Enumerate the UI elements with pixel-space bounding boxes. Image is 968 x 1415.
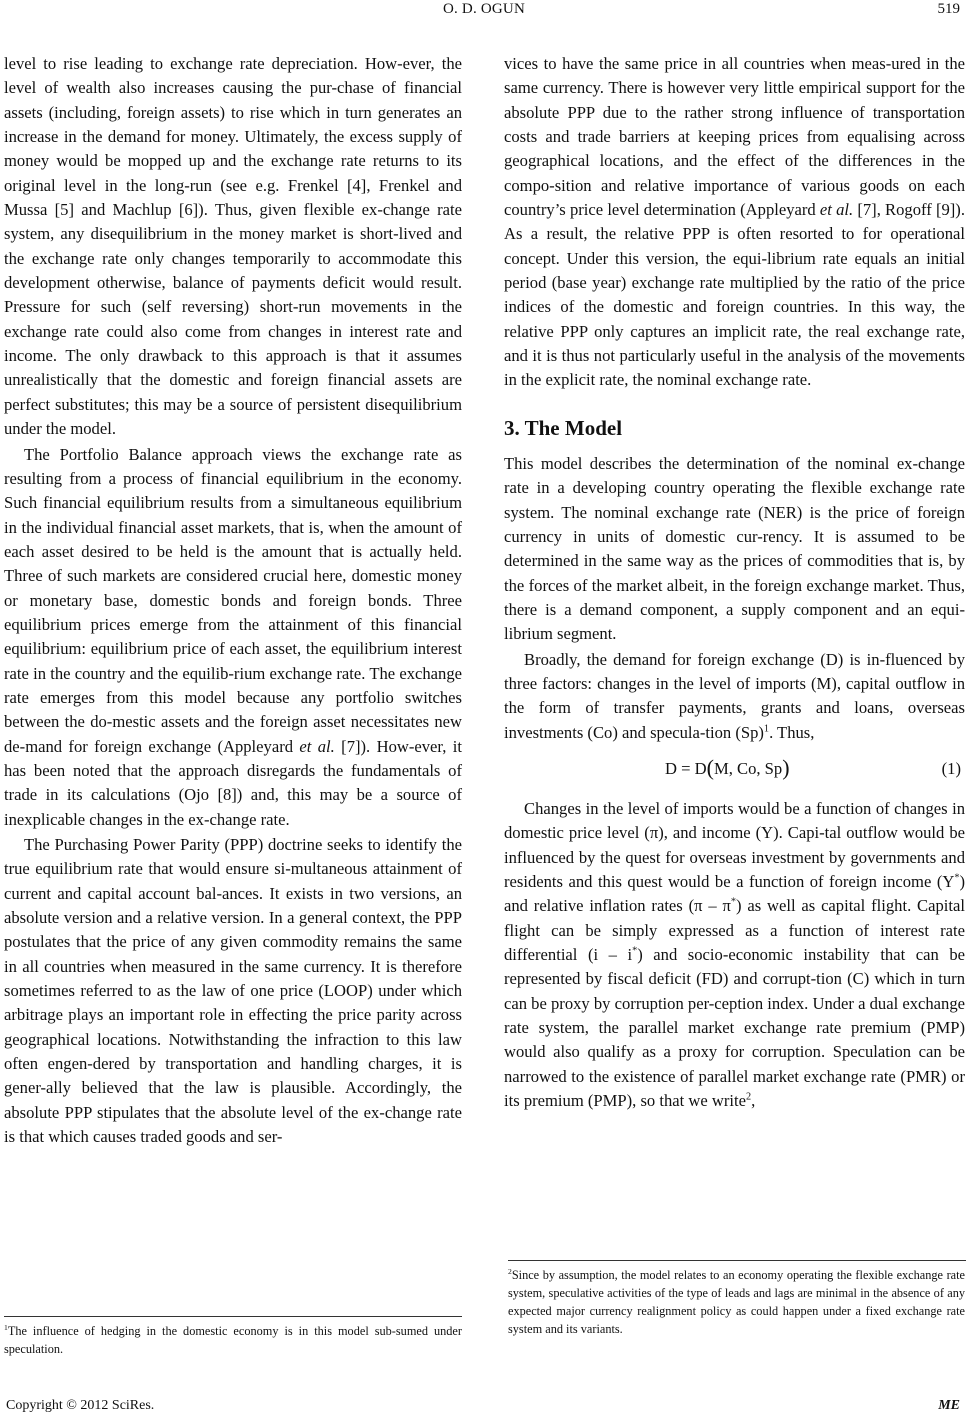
text-run-italic: et al. [299,736,335,756]
paragraph-model-intro: This model describes the determination of the nominal ex-change rate in a developing country operating the flexible exchange rate system. The nominal exchange rate (NER) is the price of foreign currency in units of domestic cur-rency. It is assumed to be determined in the same way as the prices of commodities that is, by the forces of the market albeit, in the foreign exchange market. Thus, there is a demand component, a supply component and an equi-librium segment. [504,453,965,644]
footnote-mark: 2 [508,1266,512,1276]
left-column [4,52,462,1149]
page-number: 519 [937,1,960,17]
footnote-2 [508,1266,965,1338]
text-run: . Thus, [769,722,815,742]
text-run: vices to have the same price in all countries when meas-ured in the same currency. There is however very little empirical support for the absolute PPP due to the rather strong influence of transportation costs and trade barriers at keeping prices from equalising across geographical locations, and the effect of the differences in the compo-sition and relative importance of various goods on each country’s price level determination (Appleyard [504,54,965,220]
equation-args: M, Co, Sp [713,758,783,778]
left-paren: ( [706,754,714,780]
paragraph-portfolio-balance [4,443,462,833]
right-paren: ) [782,754,790,780]
paragraph-monetary-approach: level to rise leading to exchange rate depreciation. How-ever, the level of wealth also increases causing the pur-chase of financial assets (including, foreign assets) to rise which in turn generates an increase in the demand for money. Ultimately, the excess supply of money would be mopped up and the exchange rate returns to its original level in the long-run (see e.g. Frenkel [4], Frenkel and Mussa [5] and Machlup [6]). Thus, given flexible ex-change rate system, any disequilibrium in the money market is short-lived and the exchange rate only changes temporarily to accommodate this development otherwise, balance of payments deficit would result. Pressure for such (self reversing) short-run movements in the exchange rate could also come from changes in interest rate and income. The only drawback to this approach is that it assumes unrealistically that the domestic and foreign financial assets are perfect substitutes; this may be a source of persistent disequilibrium under the model. [4,54,462,439]
footnote-text: The influence of hedging in the domestic economy is in this model sub-sumed under speculation. [4,1324,462,1356]
copyright-notice: Copyright © 2012 SciRes. [6,1398,155,1413]
paragraph-ppp-doctrine: The Purchasing Power Parity (PPP) doctrine seeks to identify the true equilibrium rate that would ensure si-multaneous attainment of current and capital account bal-ances. It exists in two versions, an absolute version and a relative version. In a general context, the PPP postulates that the price of any given commodity remains the same in all countries when measured in the same currency. It is therefore sometimes referred to as the law of one price (LOOP) under which arbitrage plays an important role in effecting the price parity across geographical locations. Notwithstanding the infraction to this law often engen-dered by transportation and handling charges, it is gener-ally believed that the law is plausible. Accordingly, the absolute PPP stipulates that the absolute level of the ex-change rate is that which causes traded goods and ser- [4,835,462,1147]
text-run: ) as well as capital flight. Capital flight can be simply expressed as a function of interest rate differential (i – i [504,896,965,964]
equation-1 [504,755,965,785]
paragraph-demand-factors [504,648,965,745]
footnote-ref: 1 [763,723,770,735]
text-run: , [751,1091,756,1111]
superscript: * [730,896,736,908]
text-run: Broadly, the demand for foreign exchange (D) is in-fluenced by three factors: changes in the level of imports (M), capital outflow in the form of transfer payments, grants and loans, overseas investments (Co) and specula-tion (Sp) [504,649,965,742]
journal-abbreviation: ME [938,1398,960,1413]
text-run: [7], Rogoff [9]). As a result, the relative PPP is often resorted to for operational concept. Under this version, the equi-librium rate equals an initial period (base year) exchange rate multiplied by the ratio of the price indices of the domestic and foreign countries. In this way, the relative PPP only captures an implicit rate, the real exchange rate, and it is thus not particularly useful in the analysis of the movements in the explicit rate, the nominal exchange rate. [504,200,965,390]
equation-body [665,754,790,780]
paragraph-capital-outflow [504,797,965,1113]
equation-number: (1) [941,758,961,778]
text-run: The Portfolio Balance approach views the exchange rate as resulting from a process of financial equilibrium in the economy. Such financial equilibrium results from a simultaneous equilibrium in the individual financial asset markets, that is, when the amount of each asset desired to be held is the amount that is actually held. Three of such markets are considered crucial here, domestic money or monetary base, domestic bonds and foreign bonds. Three equilibrium prices emerge from the attainment of this financial equilibrium: equilibrium price of each asset, the equilibrium interest rate in the country and the equilib-rium exchange rate. The exchange rate emerges from this model because any portfolio switches between the do-mestic assets and the foreign asset necessitates new de-mand for foreign exchange (Appleyard [4,444,462,756]
running-header-author: O. D. OGUN [443,1,525,17]
footnote-text: Since by assumption, the model relates to an economy operating the flexible exchange rate system, speculative activities of the type of leads and lags are minimal in the absence of any expected major currency realignment policy as could happen under a fixed exchange rate system and its variants. [508,1268,965,1336]
section-heading: 3. The Model [504,415,623,440]
text-run-italic: et al. [819,200,854,220]
footnote-mark: 1 [4,1322,8,1332]
right-column [504,52,965,1113]
footnote-rule-left [4,1316,462,1317]
text-run: [7]). How-ever, it has been noted that the approach disregards the fundamentals of trade in its calculations (Ojo [8]) and, this may be a source of inexplicable changes in the ex-change rate. [4,736,462,829]
superscript: * [632,945,638,957]
paragraph-relative-ppp [504,52,965,393]
footnote-1 [4,1322,462,1358]
text-run: ) and relative inflation rates (π – π [504,871,965,916]
footnote-ref: 2 [745,1091,752,1103]
text-run: ) and socio-economic instability that can be represented by fiscal deficit (FD) and corrupt-tion (C) which in turn can be proxy by corruption per-ception index. Under a dual exchange rate system, the parallel market exchange rate premium (PMP) would also qualify as a proxy for corruption. Speculation can be narrowed to the existence of parallel market exchange rate (PMR) or its premium (PMP), so that we write [504,945,965,1111]
footnote-rule-right [508,1260,966,1261]
text-run: Changes in the level of imports would be a function of changes in domestic price level (π), and income (Y). Capi-tal outflow would be influenced by the quest for overseas investment by governments and residents and this quest would be a function of foreign income (Y [504,798,965,891]
superscript: * [954,872,960,884]
equation-lhs: D = D [665,758,707,778]
